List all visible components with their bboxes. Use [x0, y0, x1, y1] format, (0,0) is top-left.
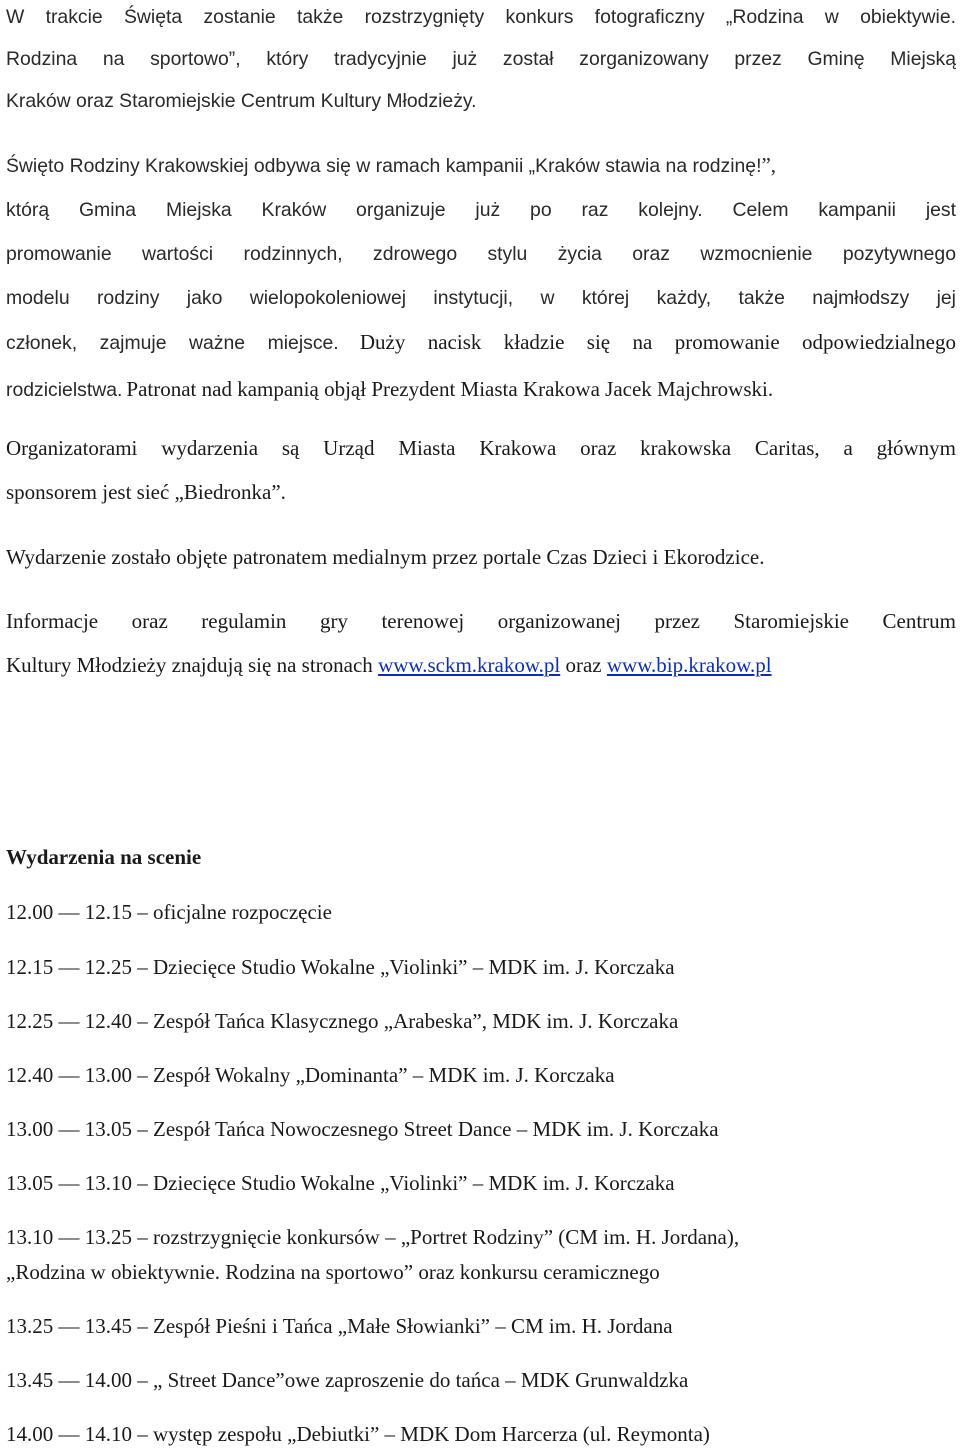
info-line: Kultury Młodzieży znajdują się na stronach www.sckm.krakow.pl oraz www.bip.krakow.pl: [6, 653, 772, 677]
schedule-item: 13.25 — 13.45 – Zespół Pieśni i Tańca „Małe Słowianki” – CM im. H. Jordana: [6, 1314, 673, 1338]
schedule-item: 13.05 — 13.10 – Dziecięce Studio Wokalne „Violinki” – MDK im. J. Korczaka: [6, 1171, 675, 1195]
organizers-paragraph: [6, 426, 956, 514]
campaign-line: członek, zajmuje ważne miejsce. Duży nacisk kładzie się na promowanie odpowiedzialnego: [6, 330, 957, 354]
intro-line: Rodzina na sportowo”, który tradycyjnie już został zorganizowany przez Gminę Miejską: [6, 48, 956, 70]
organizers-line: sponsorem jest sieć „Biedronka”.: [6, 480, 286, 504]
campaign-line: którą Gmina Miejska Kraków organizuje już po raz kolejny. Celem kampanii jest: [6, 199, 957, 221]
intro-paragraph: [6, 0, 956, 122]
info-paragraph: [6, 599, 956, 687]
schedule-item: 12.40 — 13.00 – Zespół Wokalny „Dominanta” – MDK im. J. Korczaka: [6, 1063, 615, 1087]
schedule-item: 12.00 — 12.15 – oficjalne rozpoczęcie: [6, 900, 332, 924]
schedule-item: 13.00 — 13.05 – Zespół Tańca Nowoczesnego Street Dance – MDK im. J. Korczaka: [6, 1117, 719, 1141]
schedule-item: 12.15 — 12.25 – Dziecięce Studio Wokalne „Violinki” – MDK im. J. Korczaka: [6, 955, 675, 979]
intro-line: Kraków oraz Staromiejskie Centrum Kultury Młodzieży.: [6, 90, 477, 112]
campaign-line: promowanie wartości rodzinnych, zdrowego stylu życia oraz wzmocnienie pozytywnego: [6, 243, 956, 265]
sckm-link[interactable]: www.sckm.krakow.pl: [378, 653, 561, 677]
campaign-line: Święto Rodziny Krakowskiej odbywa się w ramach kampanii „Kraków stawia na rodzinę!”,: [6, 153, 777, 177]
organizers-line: Organizatorami wydarzenia są Urząd Miasta Krakowa oraz krakowska Caritas, a głównym: [6, 436, 956, 460]
schedule-item: 14.00 — 14.10 – występ zespołu „Debiutki” – MDK Dom Harcerza (ul. Reymonta): [6, 1422, 710, 1446]
bip-link[interactable]: www.bip.krakow.pl: [606, 653, 772, 677]
campaign-line: rodzicielstwa. Patronat nad kampanią objął Prezydent Miasta Krakowa Jacek Majchrowski.: [6, 377, 774, 401]
schedule-item: 12.25 — 12.40 – Zespół Tańca Klasycznego „Arabeska”, MDK im. J. Korczaka: [6, 1009, 679, 1033]
campaign-paragraph: [6, 143, 956, 414]
schedule-item: 13.45 — 14.00 – „ Street Dance”owe zaproszenie do tańca – MDK Grunwaldzka: [6, 1368, 689, 1392]
schedule-item-continuation: „Rodzina w obiektywnie. Rodzina na sportowo” oraz konkursu ceramicznego: [6, 1260, 660, 1284]
intro-line: W trakcie Święta zostanie także rozstrzygnięty konkurs fotograficzny „Rodzina w obiektywie.: [6, 6, 956, 28]
campaign-line: modelu rodziny jako wielopokoleniowej instytucji, w której każdy, także najmłodszy jej: [6, 287, 956, 309]
media-line: Wydarzenie zostało objęte patronatem medialnym przez portale Czas Dzieci i Ekorodzice.: [6, 545, 765, 569]
media-paragraph: [6, 535, 956, 579]
info-line: Informacje oraz regulamin gry terenowej organizowanej przez Staromiejskie Centrum: [6, 609, 956, 633]
schedule-heading: Wydarzenia na scenie: [6, 845, 202, 869]
schedule-item: 13.10 — 13.25 – rozstrzygnięcie konkursów – „Portret Rodziny” (CM im. H. Jordana),: [6, 1225, 740, 1249]
